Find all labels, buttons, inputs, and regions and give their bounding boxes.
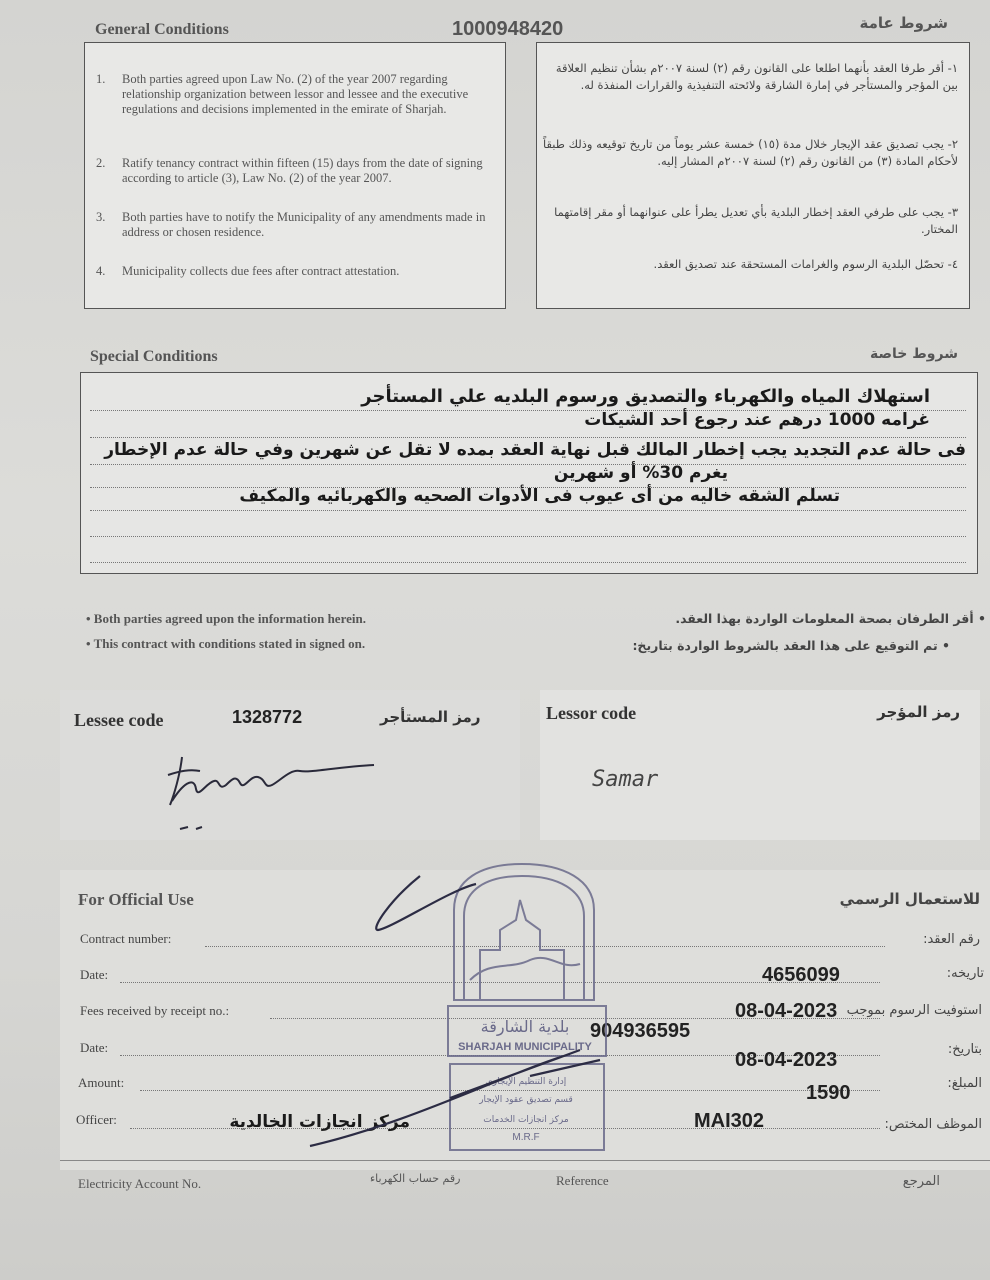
electricity-account-label-ar: رقم حساب الكهرباء xyxy=(370,1172,461,1185)
special-condition-line-3: فى حالة عدم التجديد يجب إخطار المالك قبل نهاية العقد بمده لا تقل عن شهرين وفي حالة عدم الإخطار xyxy=(104,440,966,460)
dotted-line xyxy=(90,437,966,438)
official-use-title-ar: للاستعمال الرسمي xyxy=(839,890,980,908)
electricity-account-label: Electricity Account No. xyxy=(78,1176,202,1191)
special-conditions-title: Special Conditions xyxy=(90,348,218,365)
reference-label-ar: المرجع xyxy=(902,1174,940,1189)
amount-label-ar: المبلغ: xyxy=(947,1076,982,1091)
contract-serial-number: 1000948420 xyxy=(452,18,564,40)
officer-label: Officer: xyxy=(76,1112,117,1127)
dotted-line xyxy=(90,562,966,563)
officer-signature xyxy=(300,870,640,1170)
date2-label-ar: بتاريخ: xyxy=(947,1042,982,1057)
date2-label: Date: xyxy=(80,1040,109,1055)
special-condition-line-4: يغرم 30% أو شهرين xyxy=(553,463,728,483)
agreement-line-en-2: • This contract with conditions stated in signed on. xyxy=(86,636,366,651)
special-conditions-title-ar: شروط خاصة xyxy=(870,346,958,362)
agreement-line-ar-1: • أقر الطرفان بصحة المعلومات الواردة بهذا العقد. xyxy=(675,611,986,626)
list-item: 2. Ratify tenancy contract within fifteen (15) days from the date of signing according to article (3), Law No. (2) of the year 2007. xyxy=(96,156,483,185)
svg-text:SHARJAH MUNICIPALITY: SHARJAH MUNICIPALITY xyxy=(458,1041,592,1053)
date2-value: 08-04-2023 xyxy=(735,1049,838,1071)
contract-number-label: Contract number: xyxy=(80,931,172,946)
agreement-line-en-1: • Both parties agreed upon the information herein. xyxy=(86,611,366,626)
general-conditions-en-list xyxy=(96,72,496,279)
lessee-code-label: Lessee code xyxy=(74,710,164,730)
list-item: ٤- تحصّل البلدية الرسوم والغرامات المستحقة عند تصديق العقد. xyxy=(653,257,958,271)
dotted-line xyxy=(90,464,966,465)
svg-text:إدارة التنظيم الإيجاري: إدارة التنظيم الإيجاري xyxy=(485,1077,567,1087)
list-item: 3. Both parties have to notify the Municipality of any amendments made in address or chosen residence. xyxy=(96,210,486,239)
list-item: 4. Municipality collects due fees after contract attestation. xyxy=(96,264,400,278)
officer-value: MAI302 xyxy=(694,1110,765,1132)
general-conditions-title: General Conditions xyxy=(95,21,229,38)
special-condition-line-5: تسلم الشقه خاليه من أى عيوب فى الأدوات الصحيه والكهربائيه والمكيف xyxy=(239,486,840,506)
agreement-line-ar-2: • تم التوقيع على هذا العقد بالشروط الواردة بتاريخ: xyxy=(632,638,950,653)
general-conditions-ar-list xyxy=(540,60,958,273)
fees-receipt-label-ar: استوفيت الرسوم بموجب xyxy=(846,1003,982,1018)
lessor-code-label-ar: رمز المؤجر xyxy=(877,703,960,721)
lessor-signature xyxy=(590,760,710,800)
date-label: Date: xyxy=(80,967,109,982)
lessee-code-value: 1328772 xyxy=(232,707,303,727)
list-item: ١- أقر طرفا العقد بأنهما اطلعا على القانون رقم (٢) لسنة ٢٠٠٧م بشأن تنظيم العلاقة بين المؤجر والمستأجر في إمارة الشارقة ولائحته التنفيذية والقرارات المنفذة له. xyxy=(555,61,958,92)
amount-label: Amount: xyxy=(78,1075,125,1090)
dotted-line xyxy=(90,536,966,537)
lessee-code-label-ar: رمز المستأجر xyxy=(380,708,481,726)
list-item: 1. Both parties agreed upon Law No. (2) of the year 2007 regarding relationship organization between lessor and lessee and the executive regulations and decisions implemented in the emirate of Sharjah. xyxy=(96,72,469,116)
fees-date-value: 08-04-2023 xyxy=(735,1000,838,1022)
fees-receipt-label: Fees received by receipt no.: xyxy=(80,1003,230,1018)
lessor-code-label: Lessor code xyxy=(546,703,637,723)
date-value: 4656099 xyxy=(762,964,840,986)
general-conditions-title-ar: شروط عامة xyxy=(859,14,948,32)
contract-number-label-ar: رقم العقد: xyxy=(923,932,980,947)
list-item: ٣- يجب على طرفي العقد إخطار البلدية بأي تعديل يطرأ على عنوانهما أو مقر إقامتهما المختار. xyxy=(554,205,958,236)
date-label-ar: تاريخه: xyxy=(946,966,984,981)
list-item: ٢- يجب تصديق عقد الإيجار خلال مدة (١٥) خمسة عشر يوماً من تاريخ توقيعه وذلك طبقاً لأحكام المادة (٣) من القانون رقم (٢) لسنة ٢٠٠٧م المشار إليه. xyxy=(542,137,958,168)
official-use-title: For Official Use xyxy=(78,890,194,909)
svg-text:مركز انجازات الخدمات: مركز انجازات الخدمات xyxy=(483,1115,569,1125)
dotted-line xyxy=(90,510,966,511)
reference-label: Reference xyxy=(556,1173,609,1188)
lessee-signature xyxy=(160,745,390,835)
special-condition-line-2: غرامه 1000 درهم عند رجوع أحد الشيكات xyxy=(584,410,930,430)
svg-text:بلدية الشارقة: بلدية الشارقة xyxy=(480,1017,570,1036)
officer-label-ar: الموظف المختص: xyxy=(884,1117,982,1132)
special-condition-line-1: استهلاك المياه والكهرباء والتصديق ورسوم البلديه علي المستأجر xyxy=(361,386,930,407)
receipt-number-value: 904936595 xyxy=(590,1020,691,1042)
svg-text:Samar: Samar xyxy=(592,767,659,792)
amount-value: 1590 xyxy=(806,1082,851,1104)
svg-text:قسم تصديق عقود الإيجار: قسم تصديق عقود الإيجار xyxy=(479,1095,573,1105)
svg-text:M.R.F: M.R.F xyxy=(512,1132,540,1143)
officer-center: مركز انجازات الخالدية xyxy=(229,1112,410,1132)
